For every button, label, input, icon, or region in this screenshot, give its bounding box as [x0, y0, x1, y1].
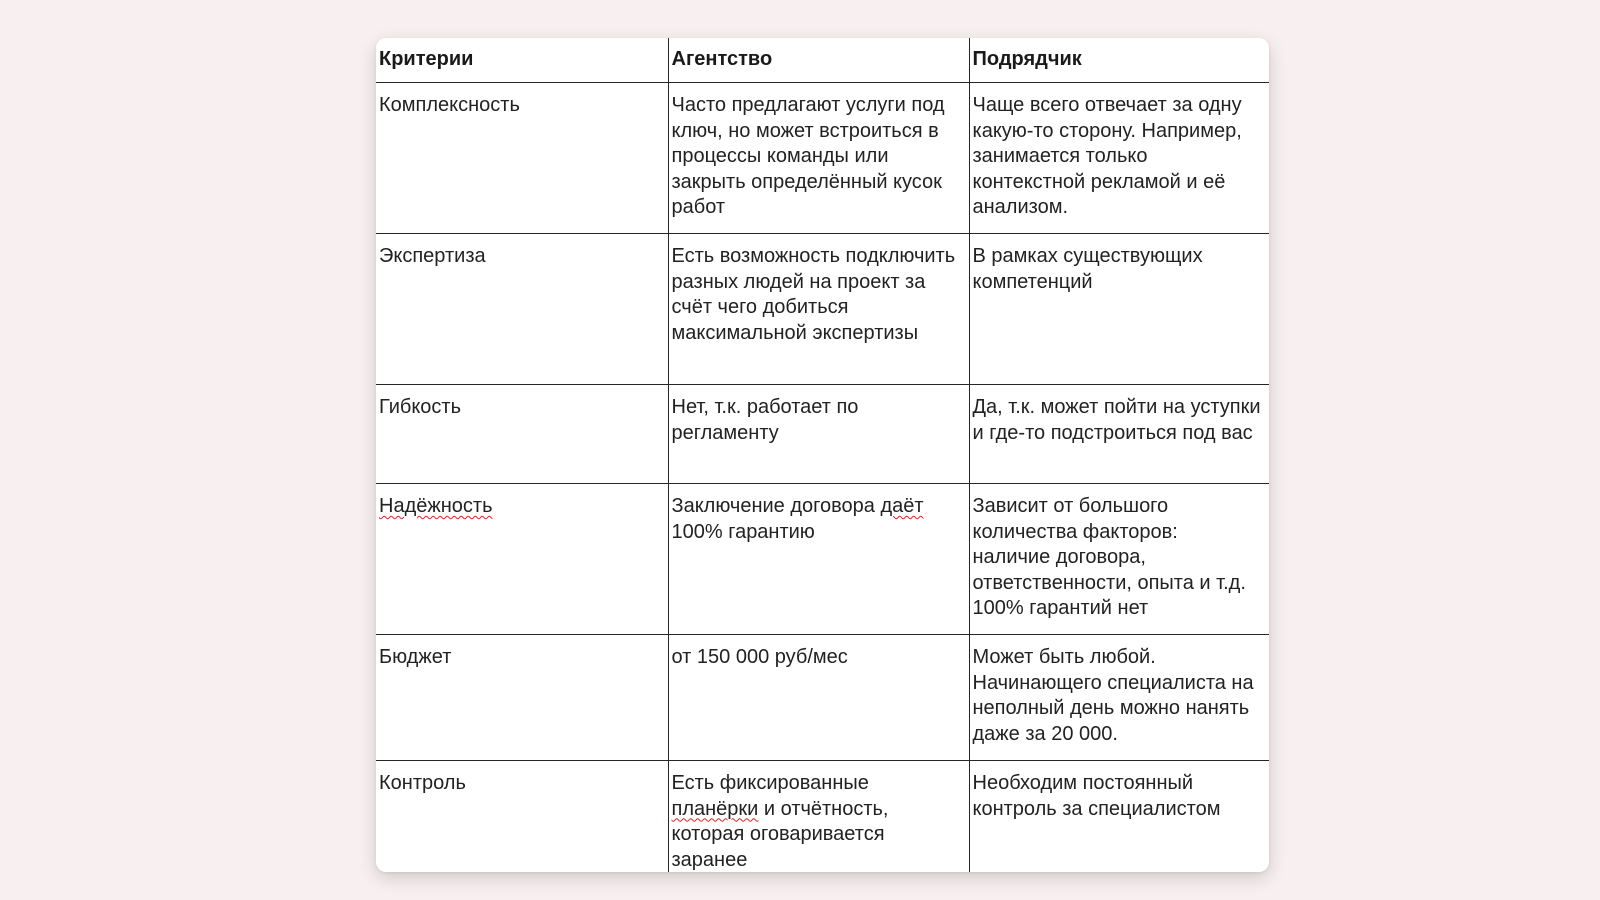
criterion-cell[interactable]: Гибкость: [376, 385, 668, 484]
cell-text: и отчётность, которая оговаривается заранее: [671, 797, 889, 871]
criterion-cell[interactable]: Контроль: [376, 761, 668, 873]
criterion-cell[interactable]: Бюджет: [376, 635, 668, 761]
comparison-table: [376, 38, 1269, 872]
contractor-cell[interactable]: Да, т.к. может пойти на уступки и где-то подстроиться под вас: [969, 385, 1269, 484]
spellcheck-word: даёт: [880, 495, 924, 517]
agency-cell[interactable]: Нет, т.к. работает по регламенту: [668, 385, 969, 484]
table-row: [376, 761, 1269, 873]
contractor-cell[interactable]: В рамках существующих компетенций: [969, 234, 1269, 385]
criterion-cell[interactable]: Экспертиза: [376, 234, 668, 385]
cell-text: Есть фиксированные: [671, 772, 869, 794]
contractor-cell[interactable]: Чаще всего отвечает за одну какую-то сторону. Например, занимается только контекстной рекламой и её анализом.: [969, 83, 1269, 234]
cell-text: Заключение договора: [671, 495, 881, 517]
header-agency[interactable]: Агентство: [668, 38, 969, 83]
spellcheck-word: Надёжность: [379, 495, 493, 517]
agency-cell[interactable]: Часто предлагают услуги под ключ, но может встроиться в процессы команды или закрыть определённый кусок работ: [668, 83, 969, 234]
contractor-cell[interactable]: Может быть любой. Начинающего специалиста на неполный день можно нанять даже за 20 000.: [969, 635, 1269, 761]
table-row: [376, 83, 1269, 234]
agency-cell[interactable]: Есть возможность подключить разных людей на проект за счёт чего добиться максимальной экспертизы: [668, 234, 969, 385]
spellcheck-word: планёрки: [671, 797, 759, 820]
table-header-row: [376, 38, 1269, 83]
contractor-cell[interactable]: Необходим постоянный контроль за специалистом: [969, 761, 1269, 873]
criterion-cell[interactable]: [376, 484, 668, 635]
comparison-card: [376, 38, 1269, 872]
header-criteria[interactable]: Критерии: [376, 38, 668, 83]
cell-text: 100% гарантию: [671, 520, 815, 543]
table-row: [376, 385, 1269, 484]
agency-cell[interactable]: [668, 484, 969, 635]
agency-cell[interactable]: [668, 761, 969, 873]
header-contractor[interactable]: Подрядчик: [969, 38, 1269, 83]
table-row: [376, 234, 1269, 385]
criterion-cell[interactable]: Комплексность: [376, 83, 668, 234]
table-row: [376, 635, 1269, 761]
table-row: [376, 484, 1269, 635]
contractor-cell[interactable]: Зависит от большого количества факторов: наличие договора, ответственности, опыта и т.д. 100% гарантий нет: [969, 484, 1269, 635]
agency-cell[interactable]: от 150 000 руб/мес: [668, 635, 969, 761]
